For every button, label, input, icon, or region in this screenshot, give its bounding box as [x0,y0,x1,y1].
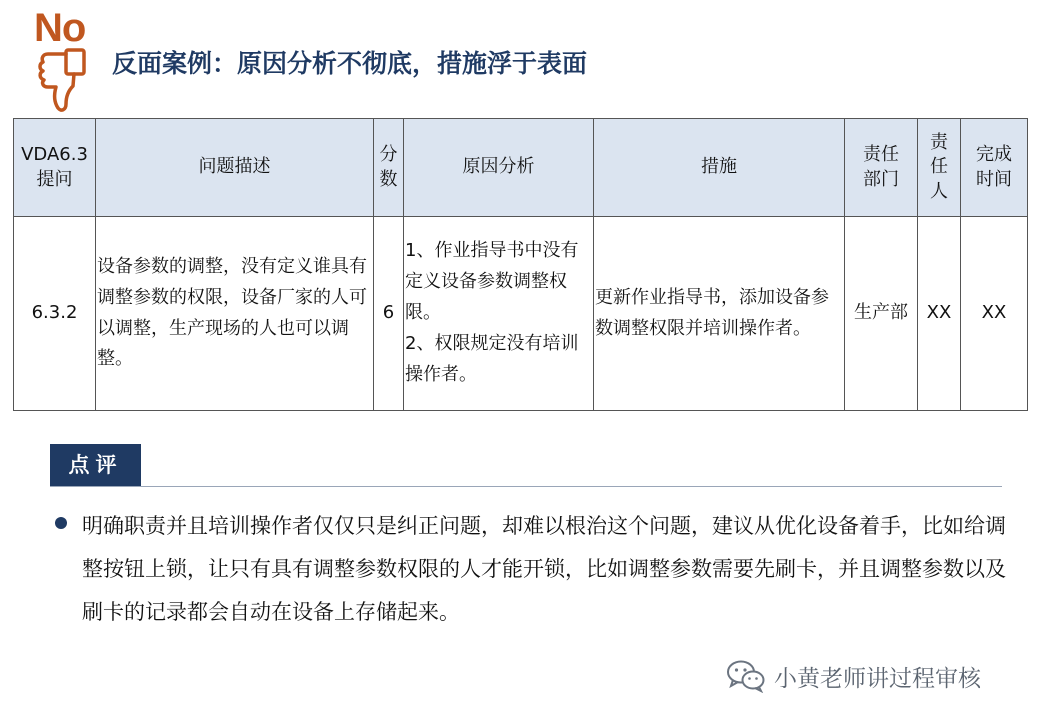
corrective-action-table [13,118,1028,411]
wechat-icon [726,659,766,693]
cell-cause [404,217,594,411]
thumbs-down-icon [36,46,92,116]
cell-measure: 更新作业指导书，添加设备参数调整权限并培训操作者。 [594,217,845,411]
cause-item-2: 2、权限规定没有培训操作者。 [405,332,579,385]
header-owner: 责 任 人 [918,119,961,217]
review-divider [50,486,1002,487]
watermark-text: 小黄老师讲过程审核 [774,665,981,692]
cell-due: XX [961,217,1028,411]
header-measure: 措施 [594,119,845,217]
review-label: 点评 [50,444,141,486]
header-question: VDA6.3 提问 [14,119,96,217]
header-description: 问题描述 [96,119,374,217]
review-comment: 明确职责并且培训操作者仅仅只是纠正问题，却难以根治这个问题，建议从优化设备着手，比如给调整按钮上锁，让只有具有调整参数权限的人才能开锁，比如调整参数需要先刷卡，并且调整参数以及刷卡的记录都会自动在设备上存储起来。 [82,514,1006,624]
watermark [726,658,981,694]
no-badge [30,6,100,114]
no-badge-text: No [34,6,86,50]
header-score: 分 数 [374,119,404,217]
header-dept: 责任 部门 [845,119,918,217]
cell-score: 6 [374,217,404,411]
cell-question: 6.3.2 [14,217,96,411]
table-header-row [14,119,1028,217]
page-title: 反面案例：原因分析不彻底，措施浮于表面 [112,49,588,78]
cause-item-1: 1、作业指导书中没有定义设备参数调整权限。 [405,240,579,324]
cell-description: 设备参数的调整，没有定义谁具有调整参数的权限，设备厂家的人可以调整，生产现场的人也可以调整。 [96,217,374,411]
header-cause: 原因分析 [404,119,594,217]
bullet-icon [55,517,67,529]
header-due: 完成 时间 [961,119,1028,217]
cell-owner: XX [918,217,961,411]
cell-dept: 生产部 [845,217,918,411]
table-row [14,217,1028,411]
